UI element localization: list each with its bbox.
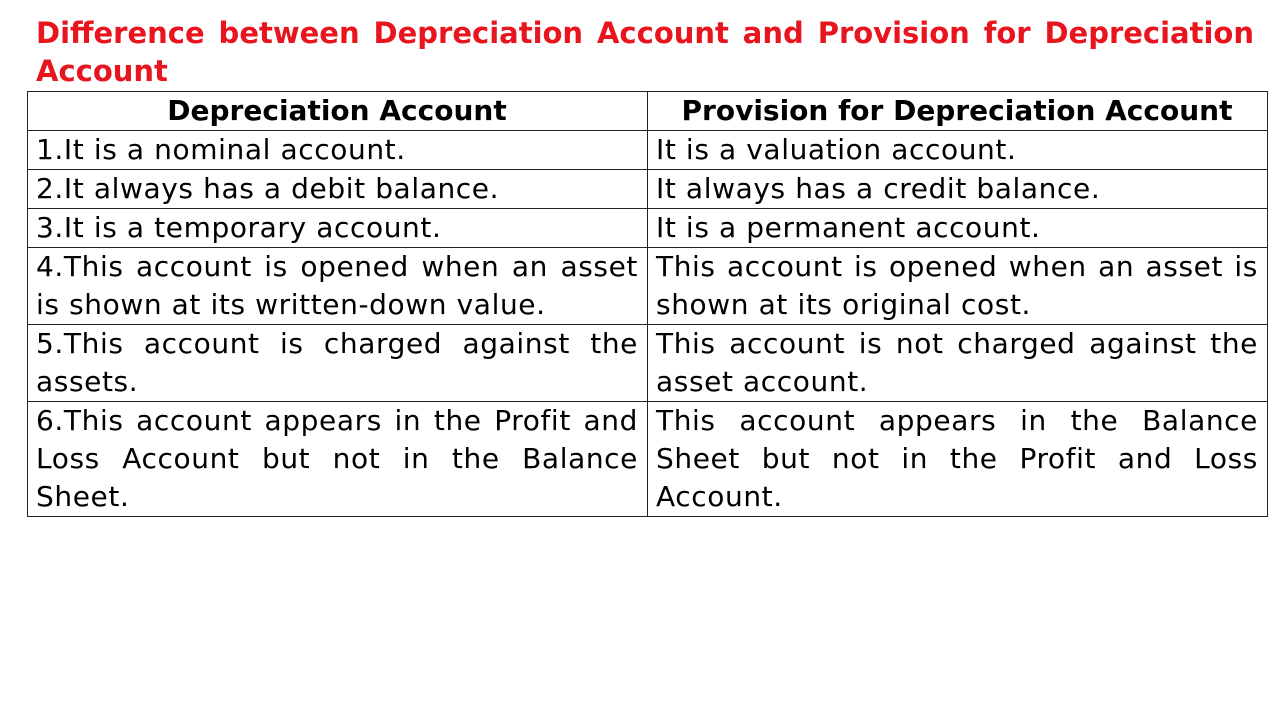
table-row <box>28 325 1268 402</box>
table-cell-depreciation: 1.It is a nominal account. <box>28 131 648 170</box>
table-row <box>28 131 1268 170</box>
table-cell-depreciation: 2.It always has a debit balance. <box>28 170 648 209</box>
table-row <box>28 248 1268 325</box>
page-title: Difference between Depreciation Account and Provision for Depreciation Account <box>36 16 1254 88</box>
table-row <box>28 170 1268 209</box>
table-header-row <box>28 92 1268 131</box>
table-cell-provision: This account is not charged against the asset account. <box>648 325 1268 402</box>
table-row <box>28 209 1268 248</box>
table-cell-provision: It always has a credit balance. <box>648 170 1268 209</box>
table-cell-depreciation: 3.It is a temporary account. <box>28 209 648 248</box>
table-cell-provision: This account is opened when an asset is shown at its original cost. <box>648 248 1268 325</box>
table-cell-provision: It is a valuation account. <box>648 131 1268 170</box>
table-cell-depreciation: 5.This account is charged against the assets. <box>28 325 648 402</box>
column-header-depreciation-account: Depreciation Account <box>28 92 648 131</box>
table-cell-provision: This account appears in the Balance Sheet but not in the Profit and Loss Account. <box>648 402 1268 517</box>
column-header-provision-for-depreciation-account: Provision for Depreciation Account <box>648 92 1268 131</box>
table-cell-depreciation: 6.This account appears in the Profit and Loss Account but not in the Balance Sheet. <box>28 402 648 517</box>
table-cell-depreciation: 4.This account is opened when an asset is shown at its written-down value. <box>28 248 648 325</box>
table-row <box>28 402 1268 517</box>
comparison-table <box>27 91 1268 517</box>
table-cell-provision: It is a permanent account. <box>648 209 1268 248</box>
